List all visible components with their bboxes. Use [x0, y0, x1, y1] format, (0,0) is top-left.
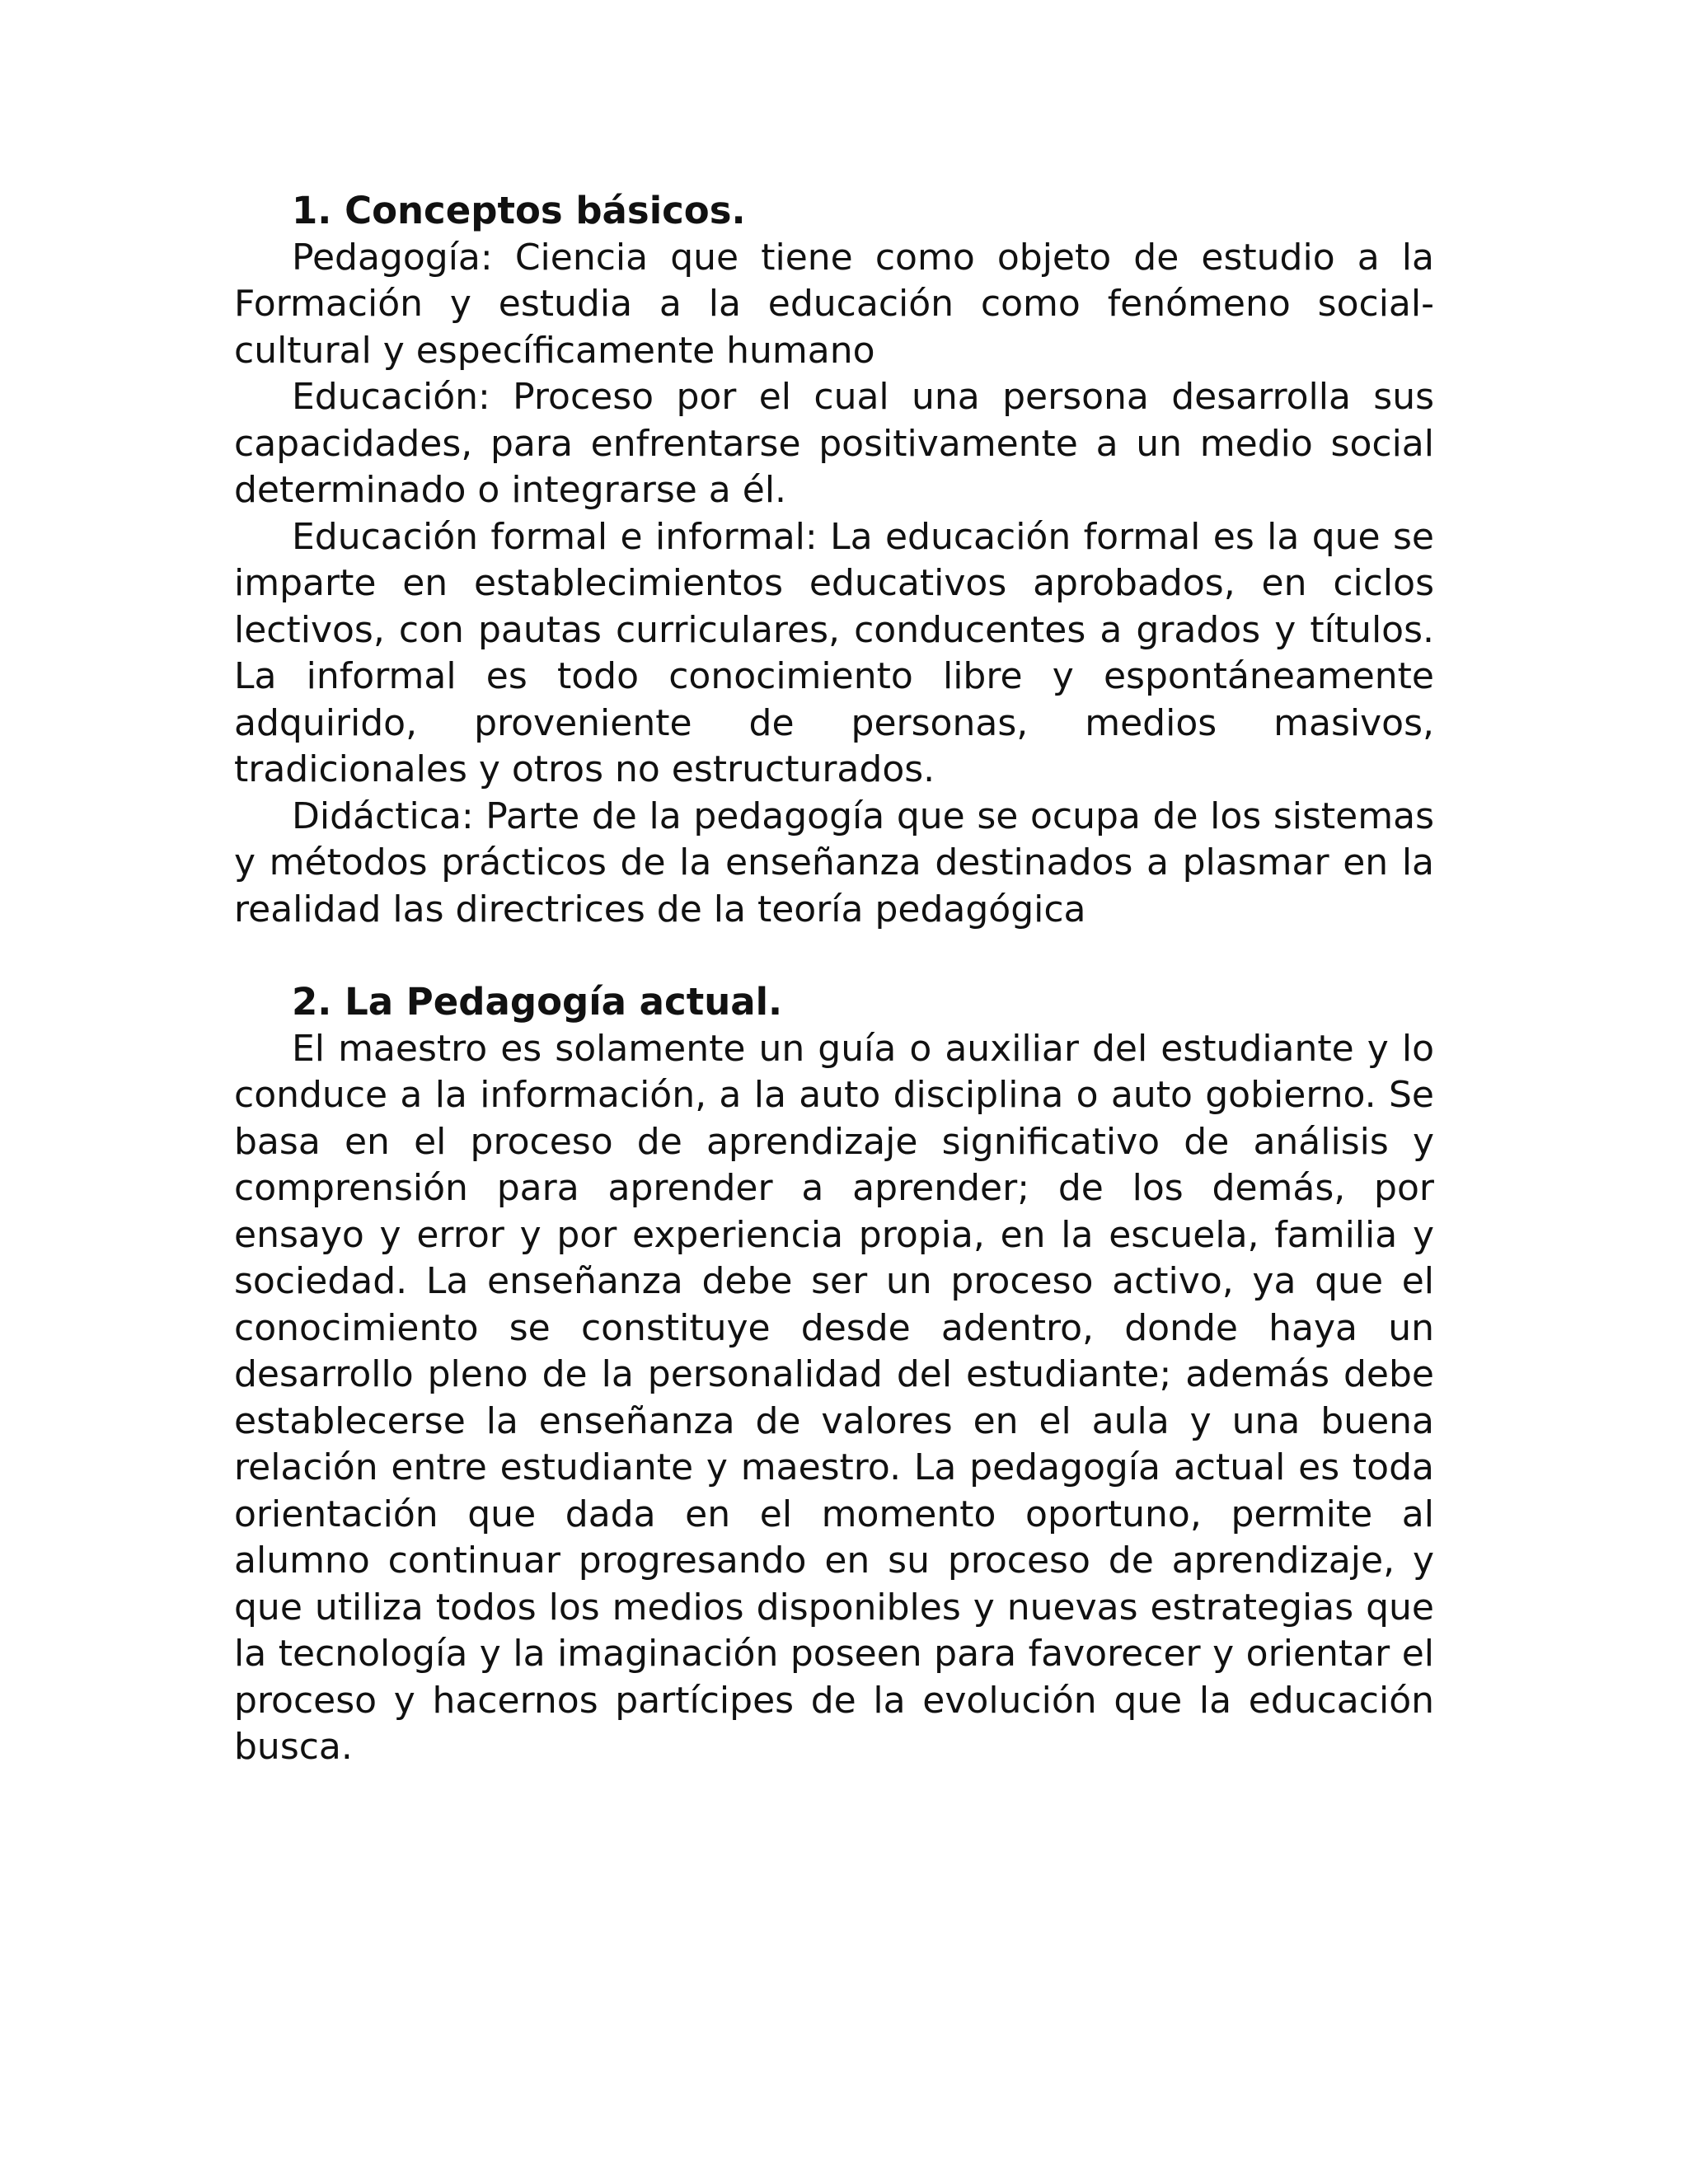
definition-educacion: Educación: Proceso por el cual una persona desarrolla sus capacidades, para enfrentarse positivamente a un medio social determinado o integrarse a él.	[234, 376, 1434, 511]
section-2-heading: 2. La Pedagogía actual.	[292, 980, 783, 1024]
section-spacer	[234, 933, 1434, 979]
pedagogia-actual-paragraph: El maestro es solamente un guía o auxiliar del estudiante y lo conduce a la información, a la auto disciplina o auto gobierno. Se basa en el proceso de aprendizaje significativo de análisis y comprensión para aprender a aprender; de los demás, por ensayo y error y por experiencia propia, en la escuela, familia y sociedad. La enseñanza debe ser un proceso activo, ya que el conocimiento se constituye desde adentro, donde haya un desarrollo pleno de la personalidad del estudiante; además debe establecerse la enseñanza de valores en el aula y una buena relación entre estudiante y maestro. La pedagogía actual es toda orientación que dada en el momento oportuno, permite al alumno continuar progresando en su proceso de aprendizaje, y que utiliza todos los medios disponibles y nuevas estrategias que la tecnología y la imaginación poseen para favorecer y orientar el proceso y hacernos partícipes de la evolución que la educación busca.	[234, 1027, 1434, 1768]
document-body	[234, 188, 1434, 1771]
definition-didactica: Didáctica: Parte de la pedagogía que se ocupa de los sistemas y métodos prácticos de la enseñanza destinados a plasmar en la realidad las directrices de la teoría pedagógica	[234, 794, 1434, 930]
definition-pedagogia: Pedagogía: Ciencia que tiene como objeto de estudio a la Formación y estudia a la educación como fenómeno social-cultural y específicamente humano	[234, 236, 1434, 372]
definition-educacion-formal-informal: Educación formal e informal: La educación formal es la que se imparte en establecimientos educativos aprobados, en ciclos lectivos, con pautas curriculares, conducentes a grados y títulos. La informal es todo conocimiento libre y espontáneamente adquirido, proveniente de personas, medios masivos, tradicionales y otros no estructurados.	[234, 515, 1434, 790]
section-1-heading: 1. Conceptos básicos.	[292, 189, 746, 232]
